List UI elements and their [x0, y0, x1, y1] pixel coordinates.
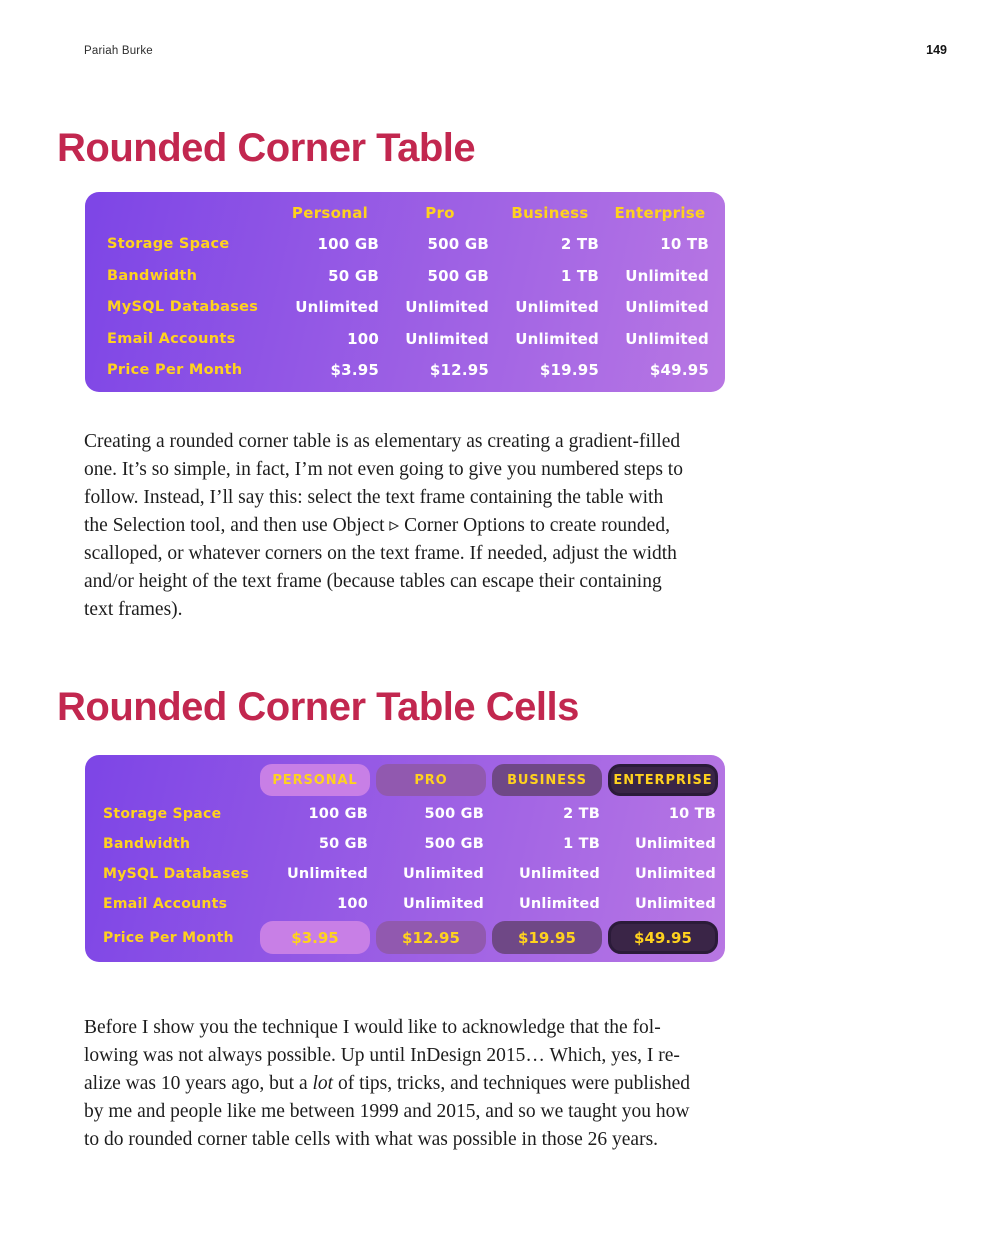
table-cell: 50 GB	[318, 836, 368, 852]
tier-header-pill: BUSINESS	[492, 764, 602, 796]
table-row	[85, 889, 725, 919]
table-row	[85, 829, 725, 859]
table-cell: Unlimited	[402, 896, 484, 912]
price-pill: $19.95	[492, 921, 602, 954]
text-segment: and/or height of the text frame (because tables can escape their containing	[84, 571, 662, 592]
text-segment: one. It’s so simple, in fact, I’m not even going to give you numbered steps to	[84, 459, 683, 480]
row-label: Email Accounts	[103, 896, 228, 912]
body-paragraph-rounded-cells	[84, 1014, 690, 1154]
table-cell: Unlimited	[402, 866, 484, 882]
pricing-table-rounded-cells	[85, 755, 725, 962]
table-cell: Unlimited	[625, 298, 709, 317]
section-heading-rounded-corner-table-cells: Rounded Corner Table Cells	[57, 685, 579, 729]
price-pill: $49.95	[608, 921, 718, 954]
table-cell: $3.95	[330, 361, 379, 380]
price-cell-wrap	[608, 919, 724, 957]
price-cell-wrap	[492, 919, 608, 957]
table-cell: 2 TB	[560, 235, 599, 254]
table-cell: $49.95	[649, 361, 709, 380]
text-line	[84, 512, 683, 540]
table-cell: Unlimited	[518, 866, 600, 882]
table-header-row	[85, 197, 725, 229]
text-line	[84, 1014, 690, 1042]
price-pill: $12.95	[376, 921, 486, 954]
table-row	[85, 859, 725, 889]
pricing-table-rounded-frame	[85, 192, 725, 392]
table-cell: Unlimited	[405, 298, 489, 317]
text-line	[84, 456, 683, 484]
text-segment: follow. Instead, I’ll say this: select the text frame containing the table with	[84, 487, 664, 508]
text-line	[84, 1098, 690, 1126]
column-header-cell	[260, 758, 376, 796]
column-header: Business	[511, 203, 589, 222]
row-label: MySQL Databases	[103, 866, 250, 882]
italic-text: lot	[312, 1073, 334, 1094]
text-line	[84, 540, 683, 568]
table-cell: 10 TB	[668, 806, 716, 822]
text-segment: Before I show you the technique I would like to acknowledge that the fol-	[84, 1017, 661, 1038]
table-cell: 1 TB	[563, 836, 600, 852]
table-cell: Unlimited	[625, 266, 709, 285]
row-label: Price Per Month	[103, 930, 234, 946]
table-cell: 100 GB	[317, 235, 379, 254]
row-label: Storage Space	[107, 236, 230, 253]
text-line	[84, 1126, 690, 1154]
text-line	[84, 568, 683, 596]
body-paragraph-rounded-table	[84, 428, 683, 624]
table-cell: $19.95	[539, 361, 599, 380]
table-cell: Unlimited	[295, 298, 379, 317]
table-cell: Unlimited	[634, 836, 716, 852]
table-cell: 2 TB	[563, 806, 600, 822]
section-heading-rounded-corner-table: Rounded Corner Table	[57, 126, 476, 170]
table-row	[85, 323, 725, 355]
text-line	[84, 1070, 690, 1098]
running-header	[84, 43, 947, 57]
column-header-cell	[492, 758, 608, 796]
column-header-cell	[608, 758, 724, 796]
table-cell: Unlimited	[518, 896, 600, 912]
tier-header-pill: ENTERPRISE	[608, 764, 718, 796]
table-cell: Unlimited	[515, 298, 599, 317]
table-row	[85, 229, 725, 261]
table-cell: Unlimited	[515, 329, 599, 348]
table-row	[85, 292, 725, 324]
text-segment: alize was 10 years ago, but a	[84, 1073, 313, 1094]
row-label: MySQL Databases	[107, 299, 259, 316]
table-cell: Unlimited	[625, 329, 709, 348]
column-header: Enterprise	[614, 203, 706, 222]
table-cell: Unlimited	[405, 329, 489, 348]
table-cell: 10 TB	[660, 235, 709, 254]
price-pill: $3.95	[260, 921, 370, 954]
text-segment: Creating a rounded corner table is as elementary as creating a gradient-filled	[84, 431, 681, 452]
table-cell: 100	[347, 329, 379, 348]
row-label: Storage Space	[103, 806, 222, 822]
column-header: Pro	[425, 203, 455, 222]
table-cell: 100 GB	[308, 806, 368, 822]
tier-header-pill: PERSONAL	[260, 764, 370, 796]
row-label: Email Accounts	[107, 330, 236, 347]
table-header-row	[85, 755, 725, 799]
table-cell: 500 GB	[424, 836, 484, 852]
page-number: 149	[926, 43, 947, 57]
text-segment: to do rounded corner table cells with what was possible in those 26 years.	[84, 1129, 659, 1150]
text-line	[84, 596, 683, 624]
table-cell: Unlimited	[634, 866, 716, 882]
running-header-author: Pariah Burke	[84, 45, 153, 57]
table-cell: $12.95	[429, 361, 489, 380]
table-row	[85, 355, 725, 387]
table-cell: 50 GB	[328, 266, 379, 285]
table-row	[85, 799, 725, 829]
table-cell: 100	[337, 896, 368, 912]
row-label: Bandwidth	[103, 836, 191, 852]
text-line	[84, 428, 683, 456]
table-cell: 500 GB	[427, 266, 489, 285]
text-segment: text frames).	[84, 599, 183, 620]
table-cell: Unlimited	[286, 866, 368, 882]
text-segment: the Selection tool, and then use Object ▹ Corner Options to create rounded,	[84, 515, 670, 536]
text-line	[84, 484, 683, 512]
price-cell-wrap	[376, 919, 492, 957]
price-cell-wrap	[260, 919, 376, 957]
table-cell: Unlimited	[634, 896, 716, 912]
tier-header-pill: PRO	[376, 764, 486, 796]
text-segment: lowing was not always possible. Up until InDesign 2015… Which, yes, I re-	[84, 1045, 680, 1066]
text-segment: by me and people like me between 1999 and 2015, and so we taught you how	[84, 1101, 690, 1122]
text-line	[84, 1042, 690, 1070]
text-segment: of tips, tricks, and techniques were published	[333, 1073, 690, 1094]
column-header: Personal	[291, 203, 369, 222]
table-cell: 500 GB	[424, 806, 484, 822]
table-cell: 500 GB	[427, 235, 489, 254]
table-row	[85, 260, 725, 292]
row-label: Bandwidth	[107, 267, 198, 284]
price-row	[85, 919, 725, 957]
row-label: Price Per Month	[107, 362, 243, 379]
table-cell: 1 TB	[560, 266, 599, 285]
text-segment: scalloped, or whatever corners on the text frame. If needed, adjust the width	[84, 543, 677, 564]
column-header-cell	[376, 758, 492, 796]
